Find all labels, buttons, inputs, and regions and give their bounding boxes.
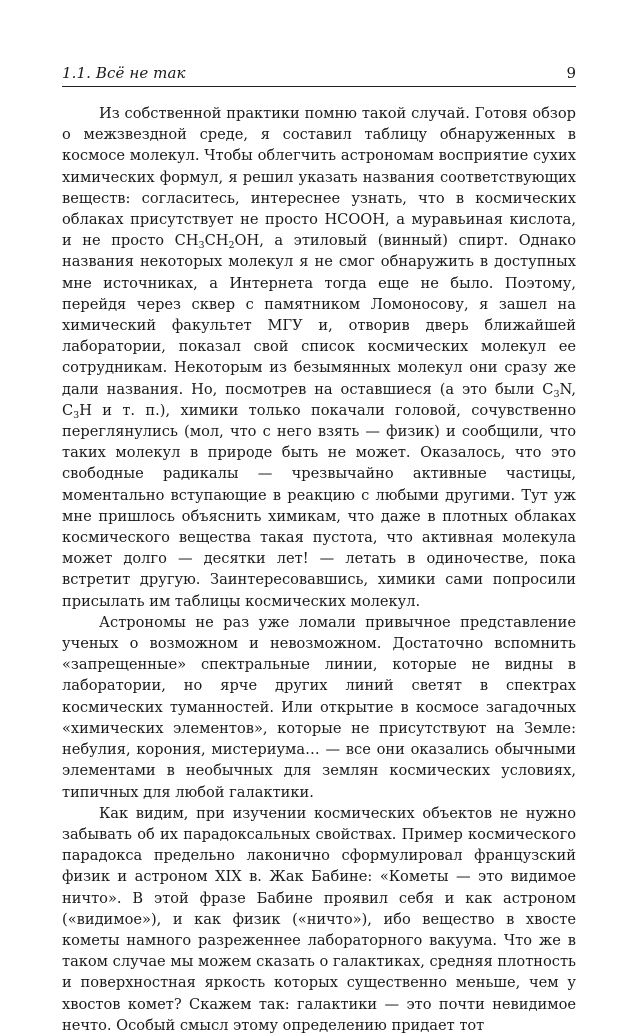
paragraph-1 bbox=[62, 103, 576, 612]
paragraph-1-text-4: N, C bbox=[62, 380, 576, 419]
subscript: 2 bbox=[228, 240, 235, 252]
body-text bbox=[62, 103, 576, 1036]
subscript: 3 bbox=[73, 409, 80, 421]
paragraph-1-text-2: CH bbox=[204, 232, 229, 250]
page-number: 9 bbox=[566, 64, 576, 82]
section-title: 1.1. Всё не так bbox=[62, 64, 186, 82]
paragraph-1-text-1: Из собственной практики помню такой случай. Готовя обзор о межзвездной среде, я составил таблицу обнаруженных в космосе молекул. Чтобы облегчить астрономам восприятие сухих химических формул, я решил указать названия соответствующих веществ: согласитесь, интереснее узнать, что в космических облаках присутствует не просто HCOOH, а муравьиная кислота, и не просто CH bbox=[62, 105, 576, 250]
subscript: 3 bbox=[198, 240, 205, 252]
subscript: 3 bbox=[553, 388, 560, 400]
running-header bbox=[62, 62, 576, 87]
paragraph-2: Астрономы не раз уже ломали привычное представление ученых о возможном и невозможном. Достаточно вспомнить «запрещенные» спектральные линии, которые не видны в лаборатории, но ярче других линий светят в спектрах космических туманностей. Или открытие в космосе загадочных «химических элементов», которые не присутствуют на Земле: небулия, корония, мистериума… — все они оказались обычными элементами в необычных для землян космических условиях, типичных для любой галактики. bbox=[62, 613, 576, 801]
paragraph-3: Как видим, при изучении космических объектов не нужно забывать об их парадоксальных свойствах. Пример космического парадокса предельно лаконично сформулировал французский физик и астроном XIX в. Жак Бабине: «Кометы — это видимое ничто». В этой фразе Бабине проявил себя и как астроном («видимое»), и как физик («ничто»), ибо вещество в хвосте кометы намного разреженнее лабораторного вакуума. Что же в таком случае мы можем сказать о галактиках, средняя плотность и поверхностная яркость которых существенно меньше, чем у хвостов комет? Скажем так: галактики — это почти невидимое нечто. Особый смысл этому определению придает тот bbox=[62, 804, 576, 1034]
paragraph-1-text-5: H и т. п.), химики только покачали головой, сочувственно переглянулись (мол, что с него взять — физик) и сообщили, что таких молекул в природе быть не может. Оказалось, что это свободные радикалы — чрезвычайно активные частицы, моментально вступающие в реакцию с любыми другими. Тут уж мне пришлось объяснить химикам, что даже в плотных облаках космического вещества такая пустота, что активная молекула может долго — десятки лет! — летать в одиночестве, пока встретит другую. Заинтересовавшись, химики сами попросили присылать им таблицы космических молекул. bbox=[62, 401, 576, 610]
paragraph-1-text-3: OH, а этиловый (винный) спирт. Однако названия некоторых молекул я не смог обнаружить в доступных мне источниках, а Интернета тогда еще не было. Поэтому, перейдя через сквер с памятником Ломоносову, я зашел на химический факультет МГУ и, отворив дверь ближайшей лаборатории, показал свой список космических молекул ее сотрудникам. Некоторым из безымянных молекул они сразу же дали названия. Но, посмотрев на оставшиеся (а это были C bbox=[62, 232, 576, 398]
